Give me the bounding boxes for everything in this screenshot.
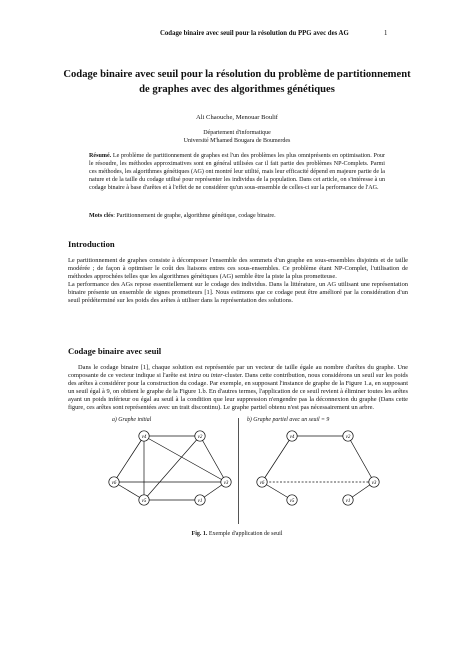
section-body <box>68 364 408 412</box>
introduction-paragraph-1: Le partitionnement de graphes consiste à décomposer l'ensemble des sommets d'un graphe en sous-ensembles disjoints et de taille modérée ; de façon à optimiser le coût des liaisons entres ces sous-ensembles. Ce problème étant NP-Complet, l'utilisation de méthodes approchées telles que les algorithmes génétiques (AG) semble être la piste la plus prometteuse. <box>68 257 408 280</box>
node-label-v5: v5 <box>289 498 295 504</box>
edge-v6-v4 <box>114 436 144 482</box>
abstract-label: Résumé. <box>89 153 112 159</box>
section-text-or: ou <box>200 371 211 379</box>
introduction-body <box>68 257 408 305</box>
section-heading: Codage binaire avec seuil <box>68 346 162 356</box>
node-label-v6: v6 <box>259 480 265 486</box>
introduction-heading: Introduction <box>68 239 115 249</box>
figure-caption <box>60 531 414 537</box>
affiliation <box>60 130 414 145</box>
figure-divider <box>238 418 239 524</box>
node-label-v2: v2 <box>197 434 203 440</box>
graph-partial <box>252 424 382 518</box>
node-label-v1: v1 <box>197 498 203 504</box>
node-label-v2: v2 <box>345 434 351 440</box>
section-text-2: -cluster. Dans cette contribution, nous considérons un seuil sur les poids des arêtes à considérer pour la construction du codage. Par exemple, en supposant l'instance de graphe de la Figure 1.a, en supposant un seuil égal à 9, on obtient le graphe de la Figure 1.b. En d'autres termes, l'application de ce seuil revient à éliminer toutes les arêtes ayant un poids inférieur ou égal au seuil à la condition que leur suppression n'engendre pas la déconnexion du graphe (Dans cette figure, ces arêtes sont représentées avec un trait discontinu). Le graphe partiel obtenu n'est pas nécessairement un arbre. <box>68 371 409 411</box>
node-label-v3: v3 <box>223 480 229 486</box>
affiliation-department: Département d'informatique <box>203 130 271 136</box>
affiliation-university: Université M'hamed Bougara de Boumerdes <box>183 137 291 144</box>
section-text-1: Dans le codage binaire [1], chaque solution est représentée par un vecteur de taille égale au nombre d'arêtes du graphe. Une composante de ce vecteur indique si l'arête est <box>68 364 408 379</box>
graph-initial <box>104 424 234 518</box>
introduction-paragraph-2: La performance des AGs repose essentiellement sur le codage des individus. Dans la littérature, un AG utilisant une représentation binaire présente un ensemble de signes prometteurs [1]. Nous estimons que ce codage peut être amélioré par la considération d'un seuil prédéterminé sur les poids des arêtes à utiliser dans la représentation des solutions. <box>68 280 408 304</box>
section-paragraph <box>68 364 408 412</box>
node-label-v5: v5 <box>141 498 147 504</box>
keywords <box>89 213 385 221</box>
running-head: Codage binaire avec seuil pour la résolution du PPG avec des AG <box>160 30 349 37</box>
figure-b-label: b) Graphe partiel avec un seuil = 9 <box>247 417 330 423</box>
abstract <box>89 153 385 193</box>
authors: Ali Chaouche, Menouar Boulif <box>195 114 279 121</box>
node-label-v1: v1 <box>345 498 351 504</box>
keywords-text: : Partitionnement de graphe, algorithme génétique, codage binaire. <box>113 213 276 219</box>
term-intra: intra <box>188 371 201 379</box>
node-label-v4: v4 <box>289 434 295 440</box>
edge-v6-v4 <box>262 436 292 482</box>
abstract-text: Le problème de partitionnement de graphes est l'un des problèmes les plus omniprésents en optimisation. Pour le résoudre, les méthodes approximatives sont en général utilisées car il fait partie des problèmes NP-Complets. Parmi ces méthodes, les algorithmes génétiques (AG) ont montré leur utilité, mais leur efficacité dépend en majeure partie de la nature et de la taille du codage utilisé pour représenter les individus de la population. Dans cet article, on s'intéresse à un codage binaire à base d'arêtes et à l'effet de ne considérer qu'un sous-ensemble de celles-ci sur la performance de l'AG. <box>89 153 385 191</box>
keywords-label: Mots clés <box>89 213 114 219</box>
figure-caption-text: Exemple d'application de seuil <box>207 531 283 537</box>
node-label-v3: v3 <box>371 480 377 486</box>
node-label-v6: v6 <box>111 480 117 486</box>
figure-caption-label: Fig. 1. <box>191 531 208 537</box>
page-number: 1 <box>384 30 388 37</box>
term-inter: inter <box>210 371 223 379</box>
figure-a-label: a) Graphe initial <box>112 417 152 423</box>
paper-title: Codage binaire avec seuil pour la résolution du problème de partitionnement de graphes avec des algorithmes génétiques <box>63 69 411 95</box>
node-label-v4: v4 <box>141 434 147 440</box>
